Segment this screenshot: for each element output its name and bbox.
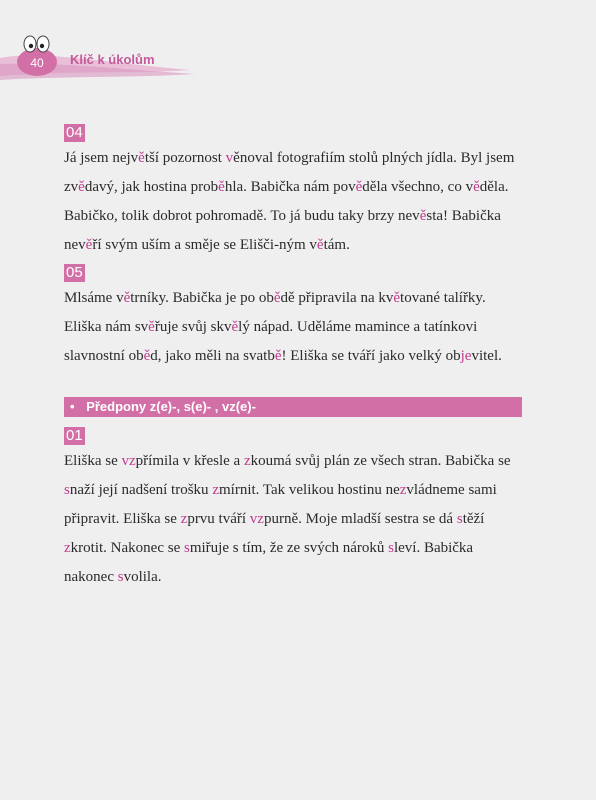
text-segment: tované talířky. Eliška nám sv (64, 290, 486, 335)
text-segment: ěnoval fotografiím stolů plných jídla. Byl jsem zv (64, 150, 515, 195)
exercise-number-badge: 04 (66, 124, 83, 141)
text-segment: ří svým uším a směje se Elišči-ným v (92, 237, 317, 253)
highlighted-letter: vz (121, 453, 136, 469)
highlighted-letter: ě (273, 290, 281, 306)
text-segment: prvu tváří (187, 511, 250, 527)
highlighted-letter: ě (473, 179, 480, 195)
highlighted-letter: ě (85, 237, 93, 253)
text-segment: děla. Babičko, tolik dobrot pohromadě. To já budu taky brzy nev (64, 179, 509, 224)
exercise-text (64, 144, 524, 260)
section-heading-bar (64, 397, 522, 417)
highlighted-letter: z (180, 511, 188, 527)
text-segment: koumá svůj plán ze všech stran. Babička se (250, 453, 511, 469)
highlighted-letter: ě (218, 179, 225, 195)
highlighted-letter: ě (419, 208, 427, 224)
highlighted-letter: s (117, 569, 124, 585)
highlighted-letter: ě (148, 319, 155, 335)
highlighted-letter: z (399, 482, 407, 498)
highlighted-letter: ě (231, 319, 239, 335)
text-segment: krotit. Nakonec se (70, 540, 184, 556)
text-segment: trníky. Babička je po ob (130, 290, 274, 306)
exercise-block (64, 264, 524, 371)
text-segment: naží její nadšení trošku (69, 482, 213, 498)
highlighted-letter: z (212, 482, 219, 498)
text-segment: těží (462, 511, 485, 527)
highlighted-letter: s (64, 482, 70, 498)
highlighted-letter: ě (316, 237, 324, 253)
highlighted-letter: ě (78, 179, 85, 195)
text-segment: hla. Babička nám pov (224, 179, 356, 195)
exercise-text (64, 284, 524, 371)
header-title: Klíč k úkolům (70, 52, 155, 67)
highlighted-letter: ě (274, 348, 282, 364)
highlighted-letter: ě (138, 150, 145, 166)
highlighted-letter: ě (355, 179, 363, 195)
text-segment: davý, jak hostina prob (84, 179, 219, 195)
text-segment: vládneme sami připravit. Eliška se (64, 482, 497, 527)
exercise-block (64, 124, 524, 260)
highlighted-letter: ě (393, 290, 401, 306)
text-segment: děla všechno, co v (362, 179, 474, 195)
highlighted-letter: s (456, 511, 463, 527)
text-segment: Já jsem nejv (64, 150, 139, 166)
text-segment: mírnit. Tak velikou hostinu ne (218, 482, 400, 498)
highlighted-letter: vz (249, 511, 264, 527)
text-segment: leví. Babička nakonec (64, 540, 474, 585)
text-segment: volila. (123, 569, 162, 585)
highlighted-letter: je (460, 348, 472, 364)
highlighted-letter: z (243, 453, 251, 469)
content (64, 124, 524, 596)
exercise-text (64, 447, 524, 592)
exercise-number-badge: 01 (66, 427, 83, 444)
highlighted-letter: v (225, 150, 234, 166)
text-segment: vitel. (471, 348, 502, 364)
text-segment: purně. Moje mladší sestra se dá (263, 511, 457, 527)
text-segment: Mlsáme v (64, 290, 124, 306)
text-segment: tší pozornost (144, 150, 226, 166)
text-segment: miřuje s tím, že ze svých nároků (189, 540, 389, 556)
highlighted-letter: s (388, 540, 394, 556)
text-segment: lý nápad. Uděláme mamince a tatínkovi slavnostní ob (64, 319, 478, 364)
highlighted-letter: z (64, 540, 71, 556)
section-bullet: • (70, 399, 75, 414)
exercise-number-badge: 05 (66, 264, 83, 281)
text-segment: přímila v křesle a (135, 453, 244, 469)
text-segment: sta! Babička nev (64, 208, 501, 253)
header-swoosh-decoration (0, 0, 596, 90)
highlighted-letter: ě (123, 290, 131, 306)
page-header (0, 0, 596, 90)
highlighted-letter: s (183, 540, 190, 556)
text-segment: tám. (323, 237, 350, 253)
text-segment: dě připravila na kv (280, 290, 394, 306)
text-segment: Eliška se (64, 453, 122, 469)
text-segment: ! Eliška se tváří jako velký ob (281, 348, 461, 364)
highlighted-letter: ě (143, 348, 151, 364)
section-title: Předpony z(e)-, s(e)- , vz(e)- (86, 399, 256, 414)
page-number: 40 (30, 56, 44, 70)
text-segment: řuje svůj skv (154, 319, 232, 335)
text-segment: d, jako měli na svatb (150, 348, 275, 364)
exercise-block (64, 427, 524, 592)
